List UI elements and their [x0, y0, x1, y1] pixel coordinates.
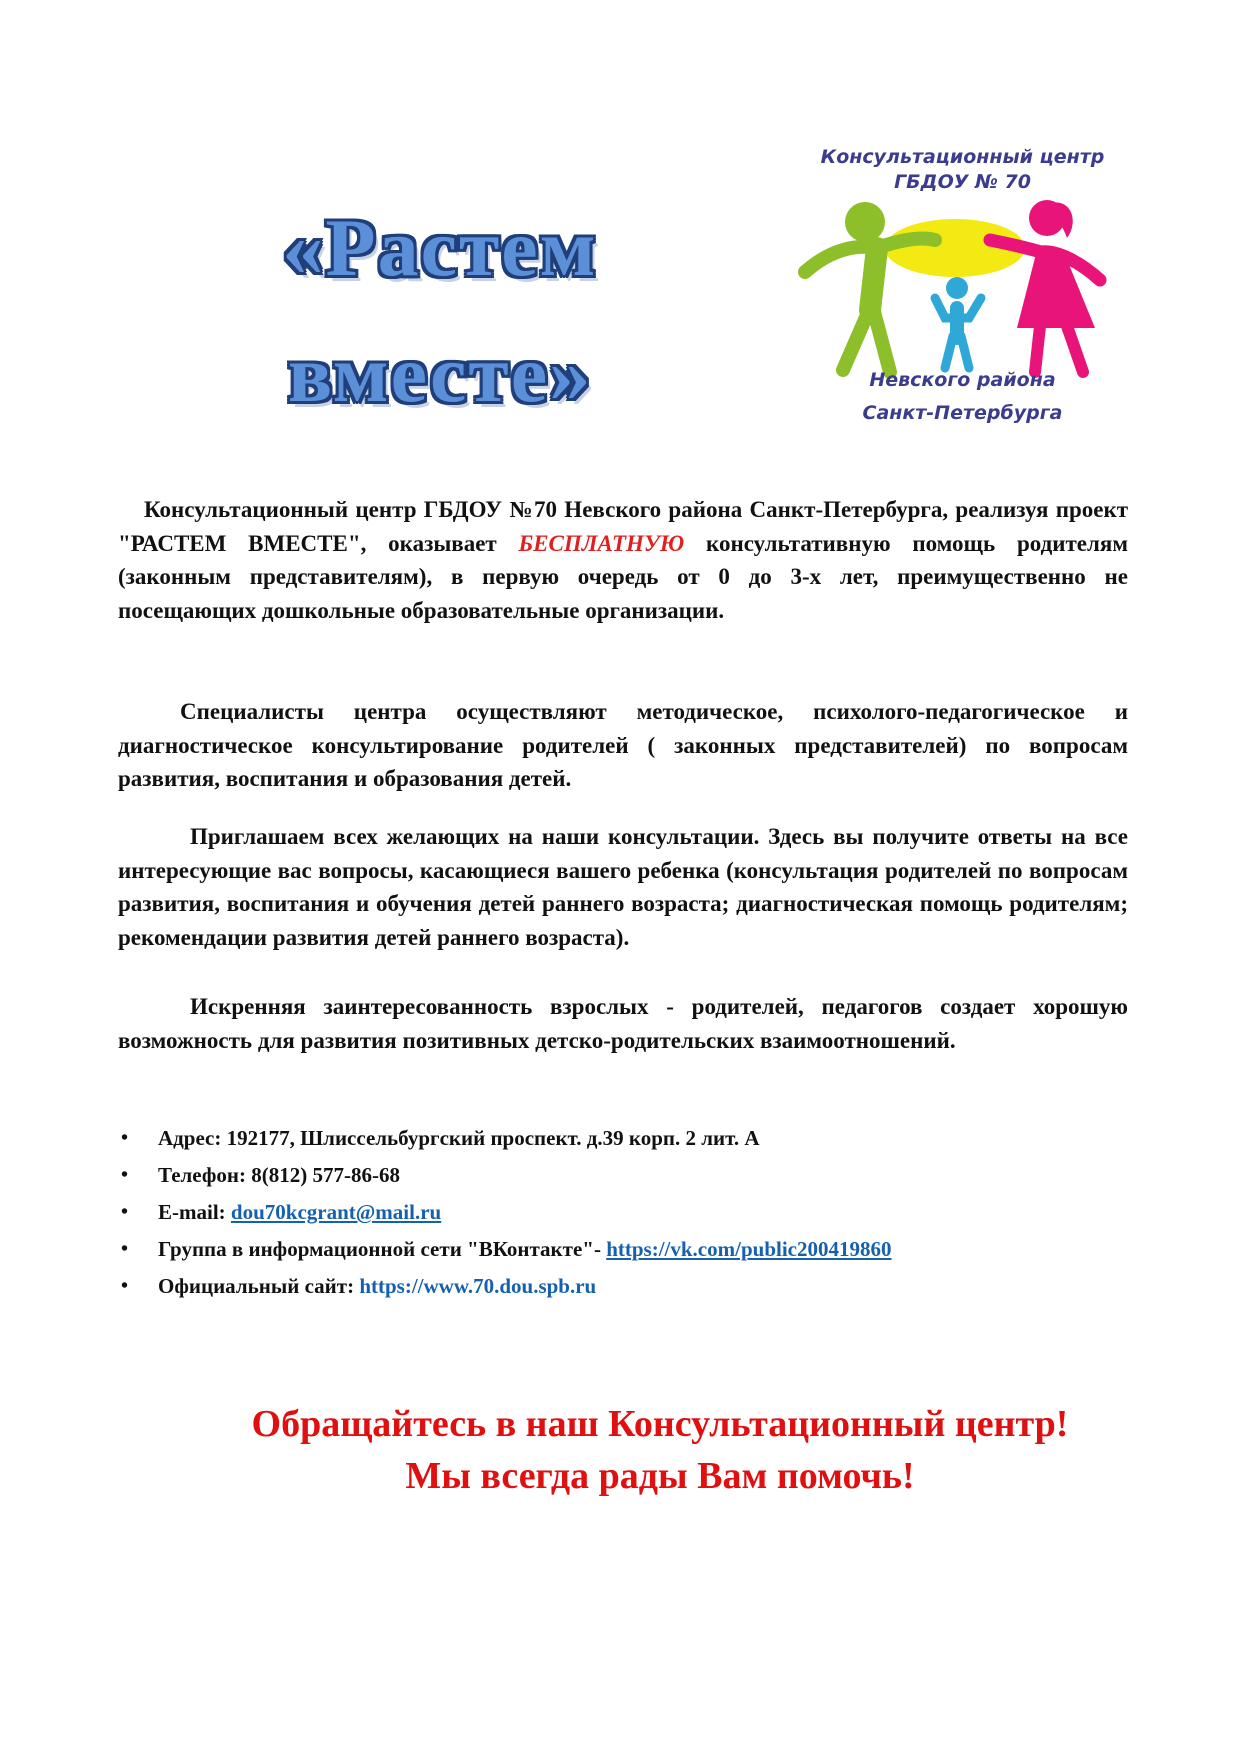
consultation-center-logo: [780, 145, 1145, 435]
logo-child-figure: [935, 277, 981, 368]
title-line-1: «Растем: [282, 202, 598, 293]
interest-paragraph: Искренняя заинтересованность взрослых - родителей, педагогов создает хорошую возможность для развития позитивных детско-родительских взаимоотношений.: [118, 994, 1128, 1053]
intro-text-end: консультативную помощь родителям (законным представителям), в первую очередь от 0 до 3-х лет, преимущественно не посещающих дошкольные образовательные организации.: [118, 530, 1128, 623]
cta-line-2: Мы всегда рады Вам помочь!: [405, 1455, 915, 1497]
site-link[interactable]: https://www.70.dou.spb.ru: [359, 1274, 597, 1298]
contact-phone: • Телефон: 8(812) 577-86-68: [118, 1157, 1128, 1194]
call-to-action: [195, 1398, 1125, 1502]
family-figures-icon: [795, 200, 1130, 380]
intro-text-start: Консультационный центр ГБДОУ №70 Невского района Санкт-Петербурга, реализуя проект "РАСТЕМ ВМЕСТЕ", оказывает: [118, 497, 1128, 556]
invitation-paragraph: Приглашаем всех желающих на наши консультации. Здесь вы получите ответы на все интересующие вас вопросы, касающиеся вашего ребенка (консультация родителей по вопросам развития, воспитания и обучения детей раннего возраста; диагностическая помощь родителям; рекомендации развития детей раннего возраста).: [118, 824, 1128, 950]
page-title: [225, 185, 655, 437]
contact-site: [118, 1268, 1128, 1305]
title-line-2: вместе»: [287, 328, 593, 419]
contact-email: [118, 1194, 1128, 1231]
specialists-paragraph: Специалисты центра осуществляют методическое, психолого-педагогическое и диагностическое консультирование родителей ( законных представителей) по вопросам развития, воспитания и образования детей.: [118, 699, 1128, 791]
intro-paragraph: [118, 493, 1128, 627]
logo-top-line-1: Консультационный центр: [820, 146, 1105, 168]
vk-label: Группа в информационной сети "ВКонтакте"-: [158, 1237, 607, 1261]
free-highlight: БЕСПЛАТНУЮ: [518, 530, 685, 556]
email-link[interactable]: dou70kcgrant@mail.ru: [230, 1200, 442, 1224]
contact-address: • Адрес: 192177, Шлиссельбургский проспект. д.39 корп. 2 лит. А: [118, 1120, 1128, 1157]
vk-link[interactable]: https://vk.com/public200419860: [606, 1237, 892, 1261]
logo-mother-figure: [990, 200, 1100, 372]
logo-bottom-line-2: Санкт-Петербурга: [862, 402, 1063, 424]
site-label: Официальный сайт:: [158, 1274, 360, 1298]
logo-bottom-line-1: Невского района: [869, 369, 1056, 391]
contacts-list: [118, 1120, 1128, 1305]
email-label: E-mail:: [158, 1200, 231, 1224]
contact-vk: [118, 1231, 1128, 1268]
cta-line-1: Обращайтесь в наш Консультационный центр!: [251, 1403, 1069, 1445]
logo-top-line-2: ГБДОУ № 70: [894, 171, 1031, 193]
